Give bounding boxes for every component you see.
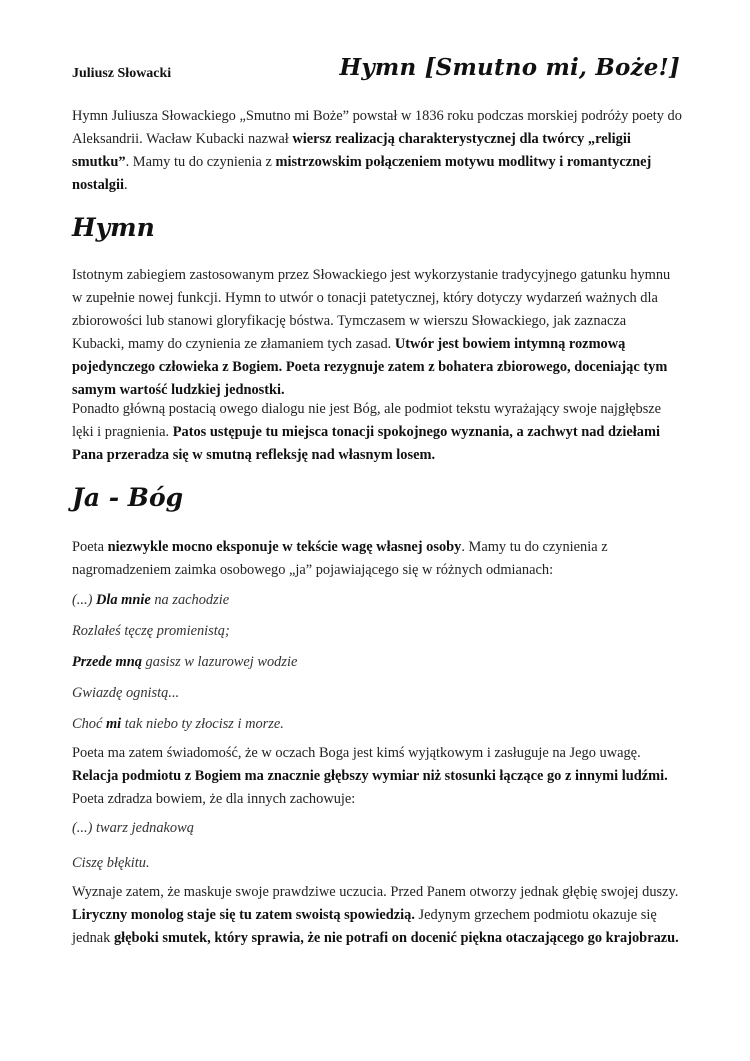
ja-p1-text-1: Poeta [72,539,108,555]
verse-line [72,683,682,703]
hymn-p1-text: Istotnym zabiegiem zastosowanym przez Słowackiego jest wykorzystanie tradycyjnego gatunku hymnu w zupełnie nowej funkcji. Hymn to utwór o tonacji patetycznej, który dotyczy wydarzeń ważnych dla zbiorowości lub stanowi gloryfikację bóstwa. Tymczasem w wierszu Słowackiego, jak zaznacza Kubacki, mamy do czynienia ze złamaniem tych zasad. [72,267,671,352]
ja-p2-bold: Relacja podmiotu z Bogiem ma znacznie głębszy wymiar niż stosunki łączące go z innymi ludźmi. [72,768,668,784]
ja-p3-text-1: Wyznaje zatem, że maskuje swoje prawdziwe uczucia. Przed Panem otworzy jednak głębię swojej duszy. [72,884,679,900]
ja-p3-bold-1: Liryczny monolog staje się tu zatem swoistą spowiedzią. [72,907,415,923]
ja-p1-text-2: . Mamy tu do czynienia z nagromadzeniem zaimka osobowego „ja” pojawiającego się w różnych odmianach: [72,539,608,578]
verse-post: gasisz w lazurowej wodzie [141,654,298,670]
hymn-p2-text: Ponadto główną postacią owego dialogu nie jest Bóg, ale podmiot tekstu wyrażający swoje najgłębsze lęki i pragnienia. [72,401,662,440]
verse-bold: Dla mnie [95,592,151,608]
intro-bold-1: wiersz realizacją charakterystycznej dla twórcy „religii smutku” [72,131,631,170]
ja-paragraph-1 [72,536,682,582]
ja-p2-text-2: Poeta zdradza bowiem, że dla innych zachowuje: [72,791,356,807]
verse-line: (...) twarz jednakową [72,820,194,836]
intro-paragraph [72,105,682,197]
hymn-paragraph-1 [72,264,682,402]
hymn-paragraph-2 [72,398,682,467]
ja-p3-text-2: Jedynym grzechem podmiotu okazuje się jednak [72,907,657,946]
intro-text-1: Hymn Juliusza Słowackiego „Smutno mi Boże” powstał w 1836 roku podczas morskiej podróży poety do Aleksandrii. Wacław Kubacki nazwał [72,108,682,147]
verse-pre: (...) [72,592,96,608]
document-header [72,54,680,90]
document-title: Hymn [Smutno mi, Boże!] [339,54,680,81]
intro-bold-2: mistrzowskim połączeniem motywu modlitwy i romantycznej nostalgii [72,154,652,193]
verse-post: tak niebo ty złocisz i morze. [121,716,284,732]
verse-pre: Rozlałeś tęczę promienistą; [72,623,230,639]
verse-pre: Gwiazdę ognistą... [72,685,180,701]
ja-p3-bold-2: głęboki smutek, który sprawia, że nie potrafi on docenić piękna otaczającego go krajobrazu. [113,930,679,946]
hymn-p1-bold: Utwór jest bowiem intymną rozmową pojedynczego człowieka z Bogiem. Poeta rezygnuje zatem z bohatera zbiorowego, doceniając tym samym wartość ludzkiej jednostki. [72,336,668,398]
verse-line [72,714,682,734]
section-heading-ja-bog: Ja - Bóg [72,483,184,512]
section-heading-hymn: Hymn [72,213,155,242]
intro-text-3: . [123,177,128,193]
author-name: Juliusz Słowacki [72,66,172,81]
verse-line [72,590,682,610]
verse-pre: Choć [72,716,106,732]
verse-bold: mi [105,716,122,732]
verse-bold: Przede mną [72,654,142,670]
ja-paragraph-2 [72,742,682,811]
verse-line [72,621,682,641]
intro-text-2: . Mamy tu do czynienia z [125,154,276,170]
verse-line: Ciszę błękitu. [72,855,150,871]
hymn-p2-bold: Patos ustępuje tu miejsca tonacji spokojnego wyznania, a zachwyt nad dziełami Pana przeradza się w smutną refleksję nad własnym losem. [72,424,660,463]
verse-post: na zachodzie [150,592,230,608]
ja-paragraph-3 [72,881,682,950]
verse-line [72,652,682,672]
ja-p1-bold: niezwykle mocno eksponuje w tekście wagę własnej osoby [107,539,462,555]
ja-p2-text-1: Poeta ma zatem świadomość, że w oczach Boga jest kimś wyjątkowym i zasługuje na Jego uwagę. [72,745,641,761]
